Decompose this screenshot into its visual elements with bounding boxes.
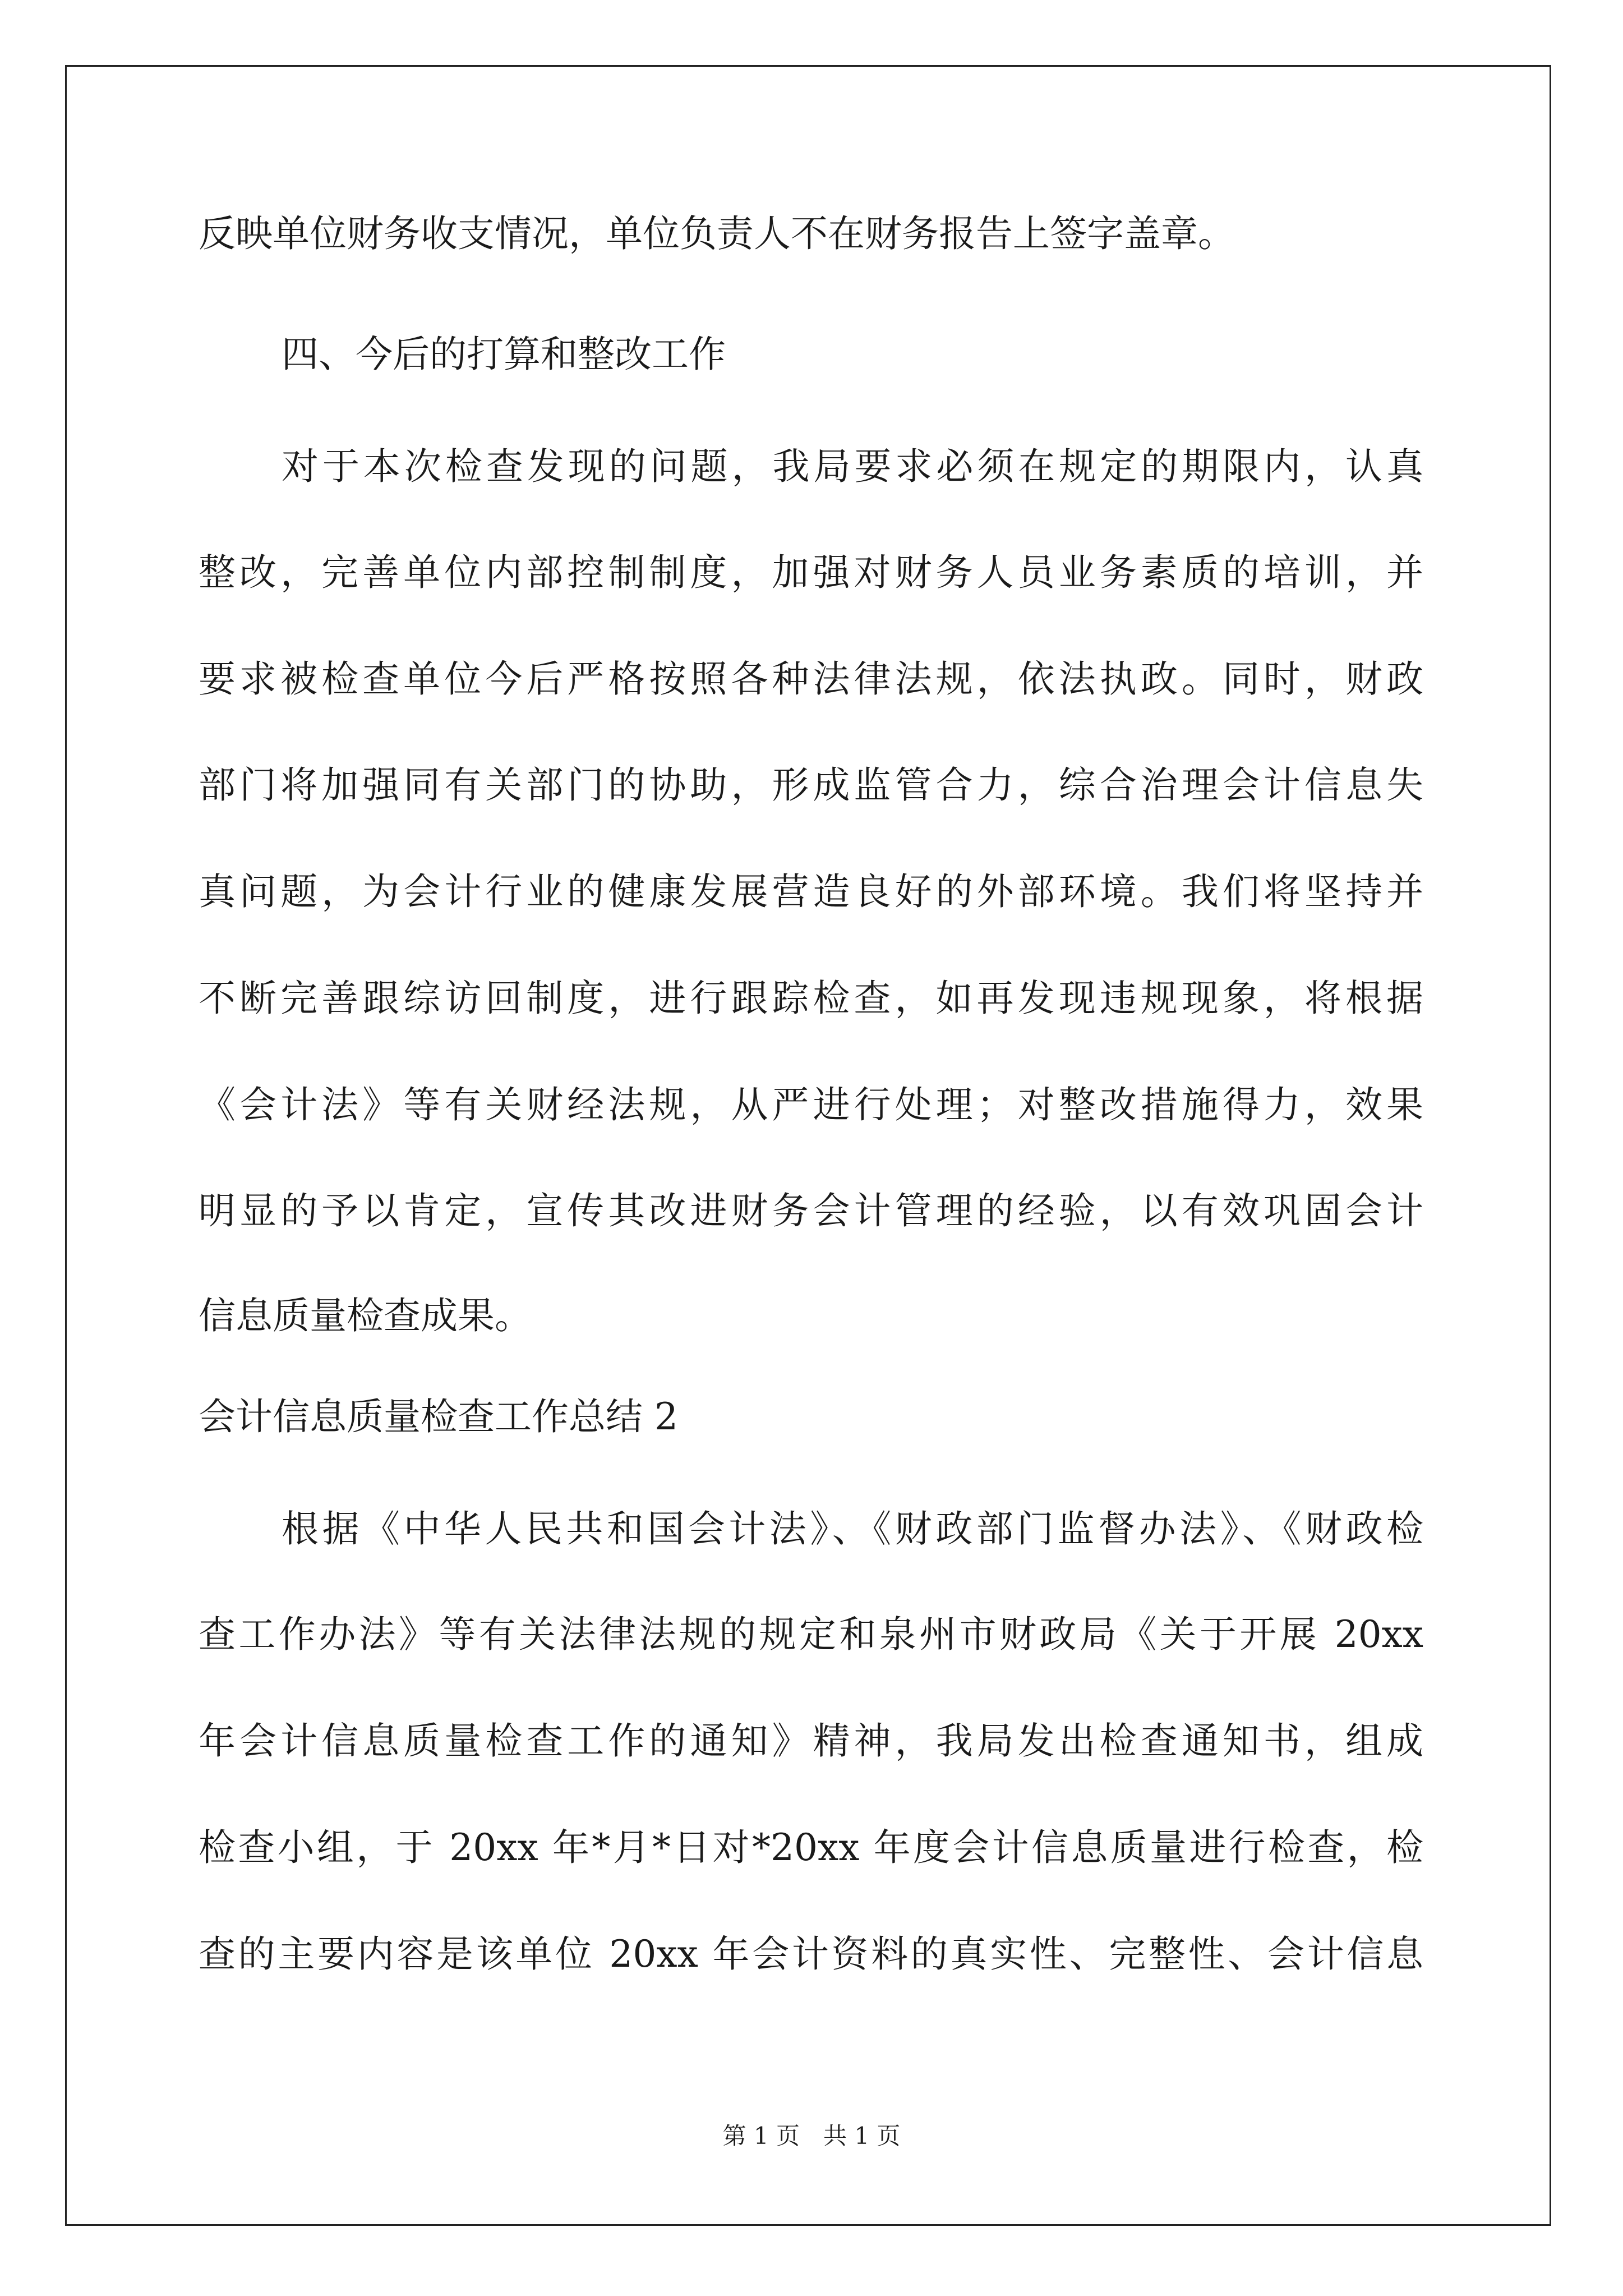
body-line-9: 《会计法》等有关财经法规，从严进行处理；对整改措施得力，效果 <box>199 1083 1423 1126</box>
body-line-14: 查工作办法》等有关法律法规的规定和泉州市财政局《关于开展 20xx <box>199 1613 1423 1656</box>
body-line-16: 检查小组，于 20xx 年*月*日对*20xx 年度会计信息质量进行检查，检 <box>199 1826 1423 1869</box>
body-line-11: 信息质量检查成果。 <box>199 1294 532 1337</box>
body-line-7: 真问题，为会计行业的健康发展营造良好的外部环境。我们将坚持并 <box>199 870 1423 913</box>
body-line-5: 要求被检查单位今后严格按照各种法律法规，依法执政。同时，财政 <box>199 657 1423 701</box>
body-line-1: 反映单位财务收支情况，单位负责人不在财务报告上签字盖章。 <box>199 212 1235 255</box>
body-line-13: 根据《中华人民共和国会计法》、《财政部门监督办法》、《财政检 <box>282 1507 1423 1550</box>
section-heading: 四、今后的打算和整改工作 <box>282 333 726 376</box>
page-number-footer: 第 1 页 共 1 页 <box>722 2122 901 2150</box>
body-line-17: 查的主要内容是该单位 20xx 年会计资料的真实性、完整性、会计信息 <box>199 1932 1423 1976</box>
body-line-15: 年会计信息质量检查工作的通知》精神，我局发出检查通知书，组成 <box>199 1719 1423 1763</box>
page-border <box>65 65 1551 2226</box>
body-line-4: 整改，完善单位内部控制制度，加强对财务人员业务素质的培训，并 <box>199 551 1423 594</box>
body-line-3: 对于本次检查发现的问题，我局要求必须在规定的期限内，认真 <box>282 445 1423 488</box>
body-line-6: 部门将加强同有关部门的协助，形成监管合力，综合治理会计信息失 <box>199 763 1423 807</box>
body-line-8: 不断完善跟综访回制度，进行跟踪检查，如再发现违规现象，将根据 <box>199 977 1423 1020</box>
body-line-10: 明显的予以肯定，宣传其改进财务会计管理的经验，以有效巩固会计 <box>199 1189 1423 1232</box>
article-title: 会计信息质量检查工作总结 2 <box>199 1395 678 1438</box>
